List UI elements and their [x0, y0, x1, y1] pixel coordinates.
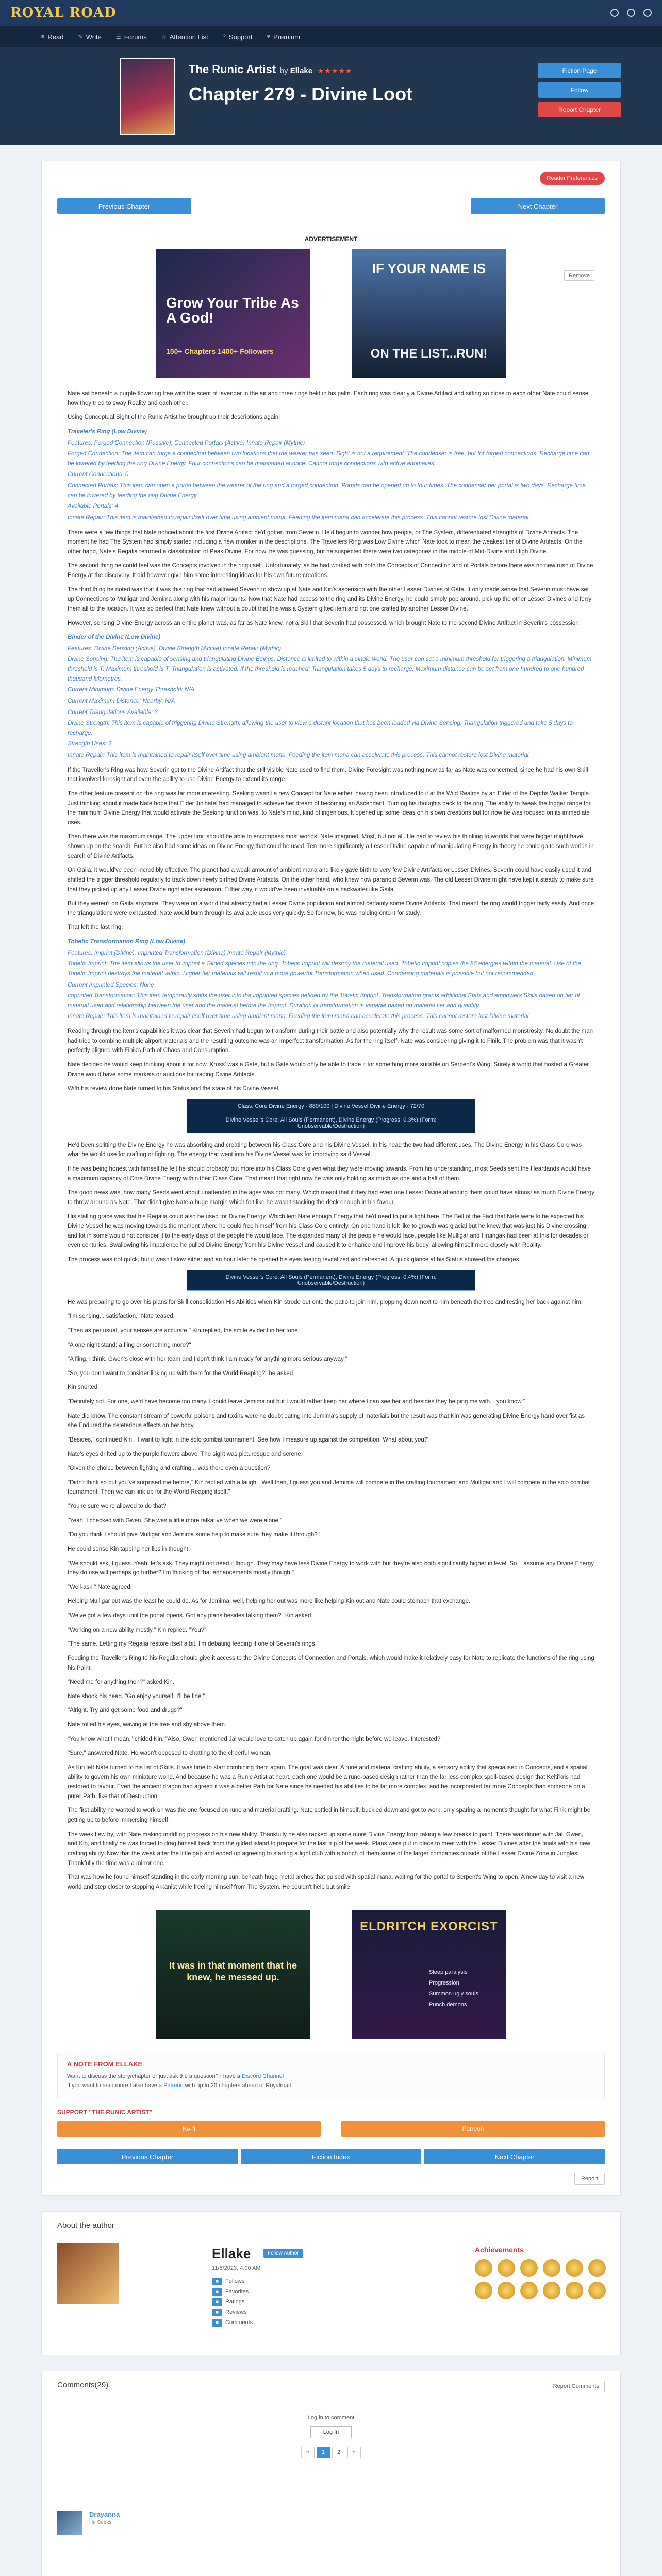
system-text: Divine Sensing: The item is capable of sensing and triangulating Divine Beings. Distance is limited to within a single world. The user can set a minimum threshold for triggering a triangulation. Minimum threshold is T: Maximum threshold is T: Triangulation is activated. If the threshold is reached: Triangulation takes 5 days to recharge. Maximum distance can be set from one hundred to one hundred thousand kilometres.	[68, 656, 592, 682]
paragraph: "Yeah. I checked with Gwen. She was a little more talkative when we were alone."	[68, 1517, 283, 1524]
achievements-grid	[475, 2259, 606, 2299]
login-button[interactable]: Log In	[310, 2426, 352, 2438]
chapter-title: Chapter 279 - Divine Loot	[189, 83, 413, 105]
paragraph: The first ability he wanted to work on was the one focused on rune and material crafting. Nate settled in himself, buckled down and got to work, only sparing a moment's thought for what Finik might be getting up to before immersing himself.	[68, 1807, 591, 1823]
paragraph: "Besides," continued Kin. "I want to fight in the solo combat tournament. See how I measure up against the competition. What about you?"	[68, 1436, 430, 1443]
paragraph: "Do you think I should give Mulligar and Jemima some help to make sure they make it through?"	[68, 1532, 320, 1538]
author-note-line	[67, 2082, 595, 2089]
paragraph: "Then as per usual, your senses are accurate," Kin replied, the smile evident in her tone.	[68, 1327, 300, 1334]
paragraph: But they weren't on Gaila anymore. They were on a world that already had a Lesser Divine population and almost certainly some Divine Artifacts. That meant the ring would trigger fairly easily. And once the triangulations were exhausted, Nate would burn through its available uses very quickly. So for now, he was holding onto it for study.	[68, 901, 594, 917]
ad-headline: Grow Your Tribe As A God!	[166, 295, 299, 326]
system-text: Features: Divine Sensing (Active), Divine Strength (Active) Innate Repair (Mythic)	[68, 645, 282, 652]
paragraph: "Given the choice between fighting and crafting... was there even a question?"	[68, 1465, 273, 1472]
patreon-link[interactable]: Patreon	[163, 2082, 184, 2089]
paragraph: The process was not quick, but it wasn't slow either and an hour later he opened his eyes feeling revitalized and refreshed. A quick glance at his Status showed the changes.	[68, 1257, 521, 1263]
stat-ratings	[212, 2298, 244, 2306]
pager-page[interactable]: 1	[317, 2447, 330, 2458]
ad-row-top	[42, 249, 620, 378]
paragraph: "So, you don't want to consider linking up with them for the World Reaping?" he asked.	[68, 1370, 295, 1377]
paragraph: His stalling grace was that his Regalia could also be used for Divine Energy. Which lent Nate enough Energy that he'd need to put a fight here. The Bell of the Fact that Nate were to be expected his Divine Vessel he was moving towards the moment where he could free himself from his Class Core entirely. On one hand it felt like to growth was glacial but he knew that was just his Divine crossing and lot in some would not consider it to the early days of the people he would face. The expanded many of the people he would face, people like Mulligar and Hruingak had been at this for decades or even centuries. Swallowing his impatience he pulled Divine Energy from his Divine Vessel and caused it to enhance and improve his body, allowing himself more closely with Reality.	[68, 1213, 589, 1249]
about-title: About the author	[57, 2221, 605, 2234]
system-text: Connected Portals: This item can open a portal between the wearer of the ring and a forged connection. Portals can be opened up to four times. The condenser per portal is two days. Recharge time can be lowered by feeding the ring Divine Energy.	[68, 483, 586, 499]
reader-preferences-button[interactable]: Reader Preferences	[540, 172, 605, 185]
author-note-line	[67, 2073, 595, 2079]
paragraph: He could sense Kin tapping her lips in thought.	[68, 1546, 190, 1552]
comment	[57, 2511, 120, 2535]
top-chapter-nav	[42, 198, 620, 214]
paragraph: "A fling, I think. Gwen's close with her team and I don't think I am ready for anything more serious anyway."	[68, 1356, 347, 1363]
kofi-button[interactable]: Ko-fi	[57, 2121, 321, 2137]
achievement-medal-icon[interactable]	[588, 2259, 606, 2277]
author-date: 11/5/2023, 4:00 AM	[212, 2265, 261, 2272]
ad-list: Sleep paralysis Progression Summon ugly souls Punch demons	[429, 1969, 478, 2008]
status-row: Class: Core Divine Energy - 880/100 | Divine Vessel Divine Energy - 72/70	[187, 1099, 475, 1113]
achievement-medal-icon[interactable]	[475, 2259, 492, 2277]
status-table	[187, 1270, 475, 1291]
report-row	[57, 2173, 605, 2185]
paragraph: "I'm sensing... satisfaction," Nate teased.	[68, 1313, 175, 1320]
stat-comments	[212, 2319, 253, 2327]
paragraph: "The same. Letting my Regalia restore itself a bit. I'm debating feeding it one of Severin's rings."	[68, 1641, 319, 1648]
stat-favorites	[212, 2288, 249, 2296]
system-text: Divine Strength: This item is capable of triggering Divine Strength, allowing the user to view a distant location that has been loaded via Divine Sensing. Triangulation triggered and take 5 days to recharge.	[68, 720, 573, 736]
system-text: Strength Uses: 3	[68, 741, 112, 748]
system-text: Current Minimum: Divine Energy Threshold: N/A	[68, 687, 195, 693]
commenter-rank: He Seeks	[89, 2520, 112, 2526]
comments-pager	[57, 2447, 605, 2458]
system-heading: Tobetic Transformation Ring (Low Divine)	[68, 939, 186, 945]
achievement-medal-icon[interactable]	[566, 2282, 583, 2299]
report-comments-button[interactable]: Report Comments	[548, 2381, 605, 2392]
pager-prev[interactable]: «	[301, 2447, 315, 2458]
author-note-title: A NOTE FROM ELLAKE	[67, 2060, 143, 2069]
note-text: with up to 20 chapters ahead of Royalroad.	[185, 2082, 293, 2089]
system-text: Tobetic Imprint: The item allows the user to imprint a Gilded species into the ring. Tobetic Imprint will destroy the material used. Tobetic Imprint copies the 86 energies within the material. Use of the Tobetic Imprint destroys the material within. Higher tier materials will result in a more powerful Transformation when used. Condensing materials is possible but not recommended.	[68, 961, 581, 977]
user-icon[interactable]	[643, 9, 652, 17]
system-text: Innate Repair: This item is maintained to repair itself over time using ambient mana. Feeding the item mana can accelerate this process. This cannot restore lost Divine material.	[68, 752, 531, 758]
achievement-medal-icon[interactable]	[543, 2282, 560, 2299]
paragraph: That left the last ring.	[68, 924, 123, 931]
paragraph: There were a few things that Nate noticed about the first Divine Artifact he'd gotten from Severin. He'd begun to wonder how people, or The System, differentiated strengths of Divine Artifacts. The moment he had The System had simply started including a new moniker in the descriptions. The Travellers Ring was Low Divine which Nate took to mean the weakest tier of Divine Artifacts. On the other hand, Nate's Regalia returned a classification of Peak Divine. For now, he was guessing, but he suspected there were two categories in the middle of Mid-Divine and High Divine.	[68, 529, 583, 555]
paragraph: He'd been splitting the Divine Energy he was absorbing and creating between his Class Core and his Divine Vessel. In his head the two had different uses. The Divine Energy in his Class Core was what he would use for crafting or fighting. The energy that went into his Divine Vessel was for improving said Vessel.	[68, 1142, 582, 1158]
stat-label: Ratings	[225, 2299, 245, 2306]
stat-badge: ■	[212, 2319, 222, 2327]
paragraph: "A one night stand; a fling or something more?"	[68, 1342, 191, 1348]
system-text: Features: Forged Connection (Passive), Connected Portals (Active) Innate Repair (Mythic)	[68, 439, 305, 446]
report-button[interactable]: Report	[574, 2173, 605, 2185]
patreon-button[interactable]: Patreon	[341, 2121, 605, 2137]
paragraph: Nate rolled his eyes, waving at the tree and shy above them.	[68, 1722, 227, 1728]
header-text	[189, 63, 412, 105]
report-chapter-button[interactable]: Report Chapter	[538, 102, 621, 117]
paragraph: Nate's eyes drifted up to the purple flowers above. The sight was picturesque and serene.	[68, 1451, 303, 1458]
system-heading: Traveler's Ring (Low Divine)	[68, 428, 147, 435]
paragraph: Nate did know. The constant stream of powerful poisons and toxins were no doubt eating into Jemima's supply of materials but the result was that Kin was generating Divine Energy hand over fist as she Endured the deleterious effects on her body.	[68, 1413, 585, 1429]
about-author	[41, 2211, 621, 2355]
ad-subline: ON THE LIST...RUN!	[370, 347, 488, 361]
header-buttons	[538, 63, 621, 122]
ad-headline: IF YOUR NAME IS	[372, 261, 486, 276]
nav-attention[interactable]	[161, 33, 208, 41]
nav-label: Attention List	[169, 32, 208, 41]
nav-premium[interactable]	[267, 33, 300, 41]
paragraph: However, sensing Divine Energy across an entire planet was, as far as Nate knew, not a Skill that Severin had possessed, which brought Nate to the second Divine Artifact in Severin's possession.	[68, 620, 581, 626]
note-text: Want to discuss the story/chapter or just ask the a question? I have a	[67, 2073, 240, 2080]
system-text: Forged Connection: The item can forge a connection between two locations that the wearer has seen. Sight is not a requirement. The condenser is free, but for forged connections. Recharge time can be lowered by feeding the ring Divine Energy. Four connections can be maintained at once. Cannot forge connections with active anomalies.	[68, 451, 589, 467]
paragraph: On Gaila, it would've been incredibly effective. The planet had a weak amount of ambient mana and likely gave birth to very few Divine Artifacts or Lesser Divines. Severin could have easily used it and shifted the trigger threshold regularly to track down newly birthed Divine Artifacts. On the other hand, who knew how paranoid Severin was. The old Lesser Divine might have kept it steady to make sure that they picked up any Lesser Divine right after ascension. Either way, it would've been invaluable on a backwater like Gaila.	[68, 867, 594, 893]
ad-banner[interactable]	[352, 1910, 506, 2039]
paragraph: The week flew by, with Nate making middling progress on his new ability. Thankfully he also racked up some more Divine Energy from taking a few breaks to paint. There was dinner with Jal, Gwen, and Kin, and finally he was forced to drag himself back from the gilded island to prepare for the last trip of the week. Plans were put in place to meet with the Lesser Divines after the finals with his new crafting ability. Now that the week after the little gap and ended up agreeing to starting a light club with a bunch of them some of the larger companies outside of the Lesser Divine Zone in Jungles. Thankfully the time was a mirror one.	[68, 1831, 590, 1867]
follow-author-button[interactable]: Follow Author	[263, 2249, 303, 2258]
stat-label: Reviews	[225, 2309, 247, 2316]
paragraph: "You're sure we're allowed to do that?"	[68, 1503, 169, 1510]
system-text: Available Portals: 4	[68, 503, 119, 510]
nav-label: Forums	[124, 32, 147, 41]
paragraph: "Well-ask," Nate agreed.	[68, 1584, 132, 1590]
chapter-container	[41, 161, 621, 2196]
nav-forums[interactable]	[116, 33, 147, 41]
site-logo[interactable]: ROYAL ROAD	[10, 5, 117, 21]
achievement-medal-icon[interactable]	[543, 2259, 560, 2277]
paragraph: "You know what I mean," chided Kin. "Also, Gwen mentioned Jal would love to catch up again for dinner the night before we leave. Interested?"	[68, 1736, 443, 1742]
paragraph: The other feature present on the ring was far more interesting. Seeking wasn't a new Concept for Nate either, having been introduced to it at the Wild Realms by an Elder of the Depths Walker Temple. Just thinking about it made Nate hope that Elder Jin'hatel had managed to achieve her dream of becoming an Ascendant. Turning his thoughts back to the ring. The ability to tweak the trigger range for the minimum Divine Energy that would activate the Seeking function was, to Nate's mind, kind of ingenious. It opened up some ideas on his own creations but for now he was focused on its immediate uses.	[68, 790, 591, 826]
support-buttons	[57, 2121, 605, 2137]
achievements-title: Achievements	[475, 2246, 524, 2255]
system-text: Current Triangulations Available: 3	[68, 709, 158, 716]
nav-label: Read	[47, 32, 64, 41]
paragraph: He was preparing to go over his plans for Skill consolidation His Abilities when Kin strode out onto the patio to join him, plopping down next to him beneath the tree and resting her back against him.	[68, 1299, 583, 1306]
stat-badge: ■	[212, 2288, 222, 2296]
author-note	[57, 2053, 605, 2099]
achievement-medal-icon[interactable]	[588, 2282, 606, 2299]
by-label: by	[279, 66, 288, 75]
status-table	[187, 1099, 475, 1133]
menu-icon: ≡	[41, 33, 45, 40]
login-note: Log in to comment	[307, 2415, 355, 2421]
fiction-byline	[280, 66, 312, 75]
achievement-medal-icon[interactable]	[566, 2259, 583, 2277]
system-text: Current Maximum Distance: Nearby: N/A	[68, 698, 175, 704]
chapter-content	[42, 378, 620, 1892]
commenter-name[interactable]: Drayanna	[89, 2511, 120, 2519]
discord-link[interactable]: Discord Channel	[241, 2073, 284, 2080]
follow-button[interactable]: Follow	[538, 82, 621, 98]
ad-row-bottom	[42, 1910, 620, 2039]
paragraph: If he was being honest with himself he felt he should probably put more into his Class Core given what they were moving towards. From his understanding, most Seeds sent the Heartlands would have a maximum capacity of Core Divine Energy within their Class Core. That meant that right now he was only holding as much as one and a half of them.	[68, 1166, 591, 1182]
paragraph: Nate sat beneath a purple flowering tree with the scent of lavender in the air and three rings held in his palm. Each ring was clearly a Divine Artifact and sitting so close to each other Nate could sense how they tried to sway Reality and each other.	[68, 391, 589, 406]
stat-reviews	[212, 2309, 247, 2316]
next-chapter-button[interactable]: Next Chapter	[424, 2149, 605, 2164]
stat-badge: ■	[212, 2309, 222, 2316]
pager-page[interactable]: 2	[332, 2447, 345, 2458]
stat-label: Favorites	[225, 2289, 249, 2295]
help-icon: ?	[222, 33, 226, 40]
ad-banner[interactable]	[352, 249, 506, 378]
achievement-medal-icon[interactable]	[475, 2282, 492, 2299]
system-heading: Binder of the Divine (Low Divine)	[68, 634, 161, 641]
previous-chapter-button[interactable]: Previous Chapter	[57, 198, 191, 214]
paragraph: If the Traveller's Ring was how Severin got to the Divine Artifact that the still visible Nate used to find them. Divine Foresight was nothing new as far as Nate was concerned, since he had his own Skill that involved foresight and even the ability to use Divine Energy to extend its range.	[68, 767, 588, 783]
fiction-title[interactable]: The Runic Artist	[189, 63, 276, 76]
paragraph: Using Conceptual Sight of the Runic Artist he brought up their descriptions again:	[68, 414, 280, 421]
system-text: Current Connections: 0	[68, 471, 129, 478]
paragraph: Reading through the item's capabilities it was clear that Severin had begun to transform during their battle and also potentially why the result was some sort of malformed monstrosity. No doubt the man had tried to combine multiple airport materials and the resulting outcome was an imperfect transformation. As for the ring itself, Nate was considering giving it to Finik. The problem was that it wasn't perfectly aligned with Finik's Path of Chaos and Consumption.	[68, 1028, 593, 1054]
paragraph: "Working on a new ability mostly," Kin replied. "You?"	[68, 1626, 207, 1633]
top-nav	[0, 0, 662, 26]
paragraph: Feeding the Traveller's Ring to his Regalia should give it access to the Divine Concepts of Connection and Portals, which would make it relatively easy for Nate to replicate the functions of the ring using his Paint.	[68, 1655, 594, 1671]
paragraph: "We should ask, I guess. Yeah, let's ask. They might not need it though. They may have less Divine Energy to work with but they're also both significantly higher in level. So, I assume any Divine Energy they do use will perhaps go further? I'm thinking of that enhancements mostly though."	[68, 1560, 594, 1577]
nav-label: Premium	[273, 32, 301, 41]
paragraph: "Definitely not. For one, we'd have become too many. I could leave Jemima out but I would rather keep her where I can see her and besides they helping me with... you know."	[68, 1399, 525, 1405]
advertisement-label: ADVERTISEMENT	[304, 235, 358, 243]
achievement-medal-icon[interactable]	[520, 2282, 538, 2299]
fiction-page-button[interactable]: Fiction Page	[538, 63, 621, 78]
paragraph: That was how he found himself standing in the early morning sun, beneath huge metal arches that pulsed with spatial mana, waiting for the portal to Serpent's Wing to open. A new day to visit a new world and step closer to stopping Arkanist while freeing himself from The System. He couldn't help but smile.	[68, 1874, 584, 1890]
paragraph: Helping Mulligar out was the least he could do. As for Jemima, well, helping her out was more like helping Kin out and Nate could stomach that exchange.	[68, 1598, 471, 1605]
status-row: Divine Vessel's Core: All Souls (Permanent), Divine Energy (Progress: 0.3%) (Form: Unobservable/Destruction)	[225, 1116, 437, 1129]
nav-label: Write	[86, 32, 102, 41]
chapter-header	[0, 47, 662, 145]
system-text: Current Imprinted Species: None	[68, 981, 154, 988]
author-name[interactable]: Ellake	[212, 2246, 251, 2262]
system-text: Features: Imprint (Divine), Imprinted Transformation (Divine) Innate Repair (Mythic)	[68, 950, 286, 956]
paragraph: As Kin left Nate turned to his list of Skills. It was time to start combining them again. The goal was clear. A rune and material crafting ability, a sensory ability that specialised in Concepts, and a spatial ability to govern his own miniature world. And because he was a Runic Artist at heart, each one would be a rune-based design rather than the far less complex spell-based design that Kelti'kris had restored to favour. Even the ancient dragon had agreed it was a better Path for Nate since he needed his abilities to be far more complex, and he incorporated far more Concepts than someone on a purer Path, like that of Destruction.	[68, 1764, 588, 1800]
paragraph: "Need me for anything then?" asked Kin.	[68, 1679, 174, 1686]
support-section	[57, 2109, 605, 2137]
stat-badge: ■	[212, 2298, 222, 2306]
remove-ad-button[interactable]: Remove	[564, 270, 594, 281]
author-avatar[interactable]	[57, 2243, 119, 2304]
heart-icon: ♥	[267, 33, 270, 40]
author-link[interactable]: Ellake	[290, 66, 313, 75]
bell-icon[interactable]	[627, 9, 635, 17]
paragraph: "Sure," answered Nate. He wasn't opposed to chatting to the cheerful woman.	[68, 1750, 272, 1757]
support-title: SUPPORT "THE RUNIC ARTIST"	[57, 2109, 153, 2116]
next-chapter-button[interactable]: Next Chapter	[471, 198, 605, 214]
stat-follows	[212, 2278, 244, 2285]
paragraph: With his review done Nate turned to his Status and the state of his Divine Vessel.	[68, 1086, 280, 1092]
ad-subline: 150+ Chapters 1400+ Followers	[166, 347, 274, 355]
paragraph: Kin snorted.	[68, 1384, 100, 1391]
fiction-cover[interactable]	[120, 58, 175, 135]
ad-headline: It was in that moment that he knew, he messed up.	[169, 1960, 297, 1982]
nav-label: Support	[228, 32, 253, 41]
paragraph: Then there was the maximum range. The upper limit should be able to encompass most worlds. Nate imagined. Most, but not all. He had to review his thinking to worlds that were bigger might have shown up on the search. But he also had some ideas on Divine Energy that could be used. Ten more significantly a Lesser Divine capable of manipulating Energy in theory he could go to such worlds in search of Divine Artifacts.	[68, 834, 594, 859]
paragraph: "We've got a few days until the portal opens. Got any plans besides talking them?" Kin asked.	[68, 1613, 313, 1619]
system-text: Innate Repair: This item is maintained to repair itself over time using ambient mana. Feeding the item mana can accelerate this process. This cannot restore lost Divine material.	[68, 514, 531, 521]
note-text: If you want to read more I also have a	[67, 2082, 162, 2089]
sub-nav	[0, 26, 662, 47]
paragraph: "Didn't think so but you've surprised me before," Kin replied with a laugh. "Well then, I guess you and Jemima will compete in the crafting tournament and Mulligar and I will compete in the solo combat tournament. Then we can link up for the World Reaping itself."	[68, 1479, 590, 1496]
previous-chapter-button[interactable]: Previous Chapter	[57, 2149, 238, 2164]
achievement-medal-icon[interactable]	[498, 2282, 515, 2299]
stat-label: Comments	[225, 2319, 253, 2326]
nav-support[interactable]	[223, 33, 253, 41]
achievement-medal-icon[interactable]	[498, 2259, 515, 2277]
status-row: Divine Vessel's Core: All Souls (Permanent), Divine Energy (Progress: 0.4%) (Form: Unobservable/Destruction)	[225, 1274, 437, 1286]
comments-section	[41, 2371, 621, 2576]
fiction-index-button[interactable]: Fiction Index	[241, 2149, 421, 2164]
comments-title: Comments(29)	[57, 2381, 605, 2394]
search-icon[interactable]	[610, 9, 619, 17]
stat-label: Follows	[225, 2278, 245, 2285]
paragraph: The good news was, how many Seeds went about unattended in the ages was not many. Which meant that if they had even one Lesser Divine attending them could have almost as much Divine Energy to throw around as Nate. That didn't give Nate a huge margin which felt like he wasn't stacking the deck enough in his favour.	[68, 1190, 594, 1206]
paragraph: "Alright. Try and get some food and drugs?"	[68, 1707, 183, 1714]
forum-icon: ☰	[115, 33, 121, 40]
rating-stars: ★★★★★	[317, 66, 353, 75]
bottom-chapter-nav	[57, 2149, 605, 2164]
nav-write[interactable]	[78, 33, 102, 41]
achievement-medal-icon[interactable]	[520, 2259, 538, 2277]
ad-headline: ELDRITCH EXORCIST	[360, 1920, 498, 1934]
ad-banner[interactable]	[156, 249, 310, 378]
pager-next[interactable]: »	[347, 2447, 361, 2458]
pencil-icon: ✎	[78, 33, 83, 40]
paragraph: The second thing he could feel was the Concepts involved in the ring itself. Unfortunately, as he had worked with both the Concepts of Connection and of Portals before there was no new rush of Divine Energy at the discovery. It did however give him some interesting ideas for his own future creations.	[68, 563, 593, 579]
nav-read[interactable]	[41, 33, 64, 41]
star-icon: ☆	[161, 33, 167, 40]
system-text: Innate Repair: This item is maintained to repair itself over time using ambient mana. Feeding the item mana can accelerate this process. This cannot restore lost Divine material.	[68, 1013, 531, 1020]
paragraph: The third thing he noted was that it was this ring that had allowed Severin to show up at Nate and Kin's ascension with the other Lesser Divines of Gate. It only made sense that Severin must have set up Connections to Mulligar and Jemima along with his major haunts. Now that Nate had access to the ring and its Divine Energy, he could simply pop around, pick up the other Lesser Divines and ferry them all to the location. It was so perfect that Nate knew without a doubt that this was a System gifted item and not one crafted by another Lesser Divine.	[68, 586, 592, 612]
stat-badge: ■	[212, 2278, 222, 2285]
ad-banner[interactable]	[156, 1910, 310, 2039]
commenter-avatar[interactable]	[57, 2511, 82, 2535]
paragraph: Nate shook his head. "Go enjoy yourself. I'll be fine."	[68, 1693, 205, 1700]
system-text: Imprinted Transformation: This item temporarily shifts the user into the imprinted species defined by the Tobetic Imprint. Transformation grants additional Stats and empowers Skills based on tier of material used and relationship between the user and the material before the Imprint. Duration of transformation is variable based on material tier and quantity.	[68, 993, 580, 1009]
paragraph: Nate decided he would keep thinking about it for now. Kruss' was a Gate, but a Gate would only be able to trade it for something more suitable on Serpent's Wing. Surely a world that hosted a Greater Divine would have some markets or auctions for trading Divine Artifacts.	[68, 1061, 589, 1078]
